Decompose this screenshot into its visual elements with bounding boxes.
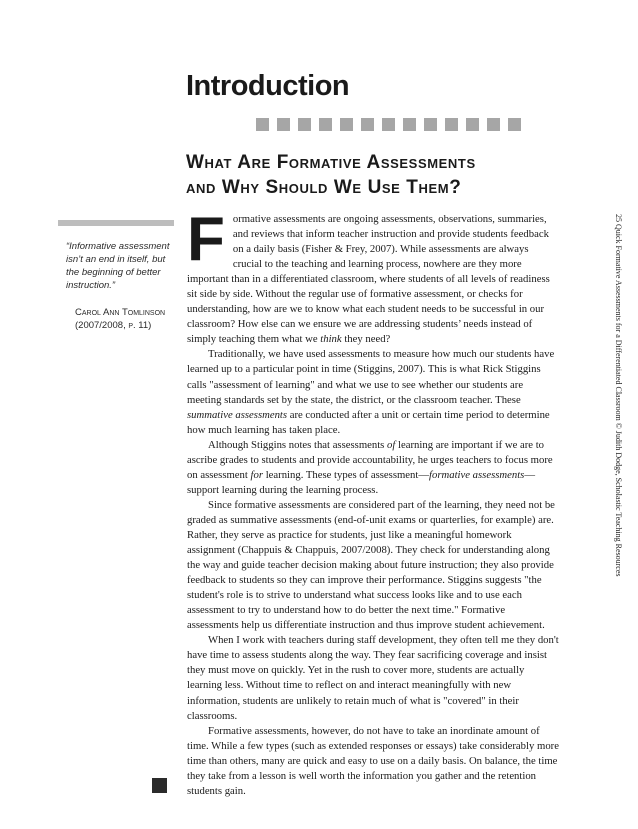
paragraph-2-end: are conducted after a unit or certain time period to determine how much learning has taken place. [187,408,550,436]
paragraph-3-text-b: learning are important if we are to ascribe grades to students and provide accountability, he urges teachers to focus more on assessment [187,438,553,481]
decorative-square [424,118,437,131]
article-body [187,205,559,799]
decorative-square [277,118,290,131]
paragraph-3 [187,438,559,498]
paragraph-3-text-a: Although Stiggins notes that assessments [208,438,388,451]
decorative-square [298,118,311,131]
pull-quote-author: Carol Ann Tomlinson [75,307,166,318]
vertical-side-credit: 25 Quick Formative Assessments for a Differentiated Classroom © Judith Dodge, Scholastic Teaching Resources [614,214,623,577]
pull-quote [58,220,174,332]
decorative-square [256,118,269,131]
emphasis-for: for [250,468,264,481]
decorative-square [508,118,521,131]
decorative-square [445,118,458,131]
section-heading [186,150,566,200]
pull-quote-text: “Informative assessment isn’t an end in itself, but the beginning of better instruction.” [66,241,170,291]
emphasis-summative: summative assessments [187,408,288,421]
decorative-square [382,118,395,131]
pull-quote-citation: (2007/2008, p. 11) [75,320,152,331]
decorative-square [487,118,500,131]
drop-cap: F [187,205,225,274]
section-heading-line-1: What Are Formative Assessments [186,152,476,173]
decorative-square [466,118,479,131]
decorative-square [319,118,332,131]
paragraph-3-text-c: learning. These types of assessment— [263,468,430,481]
page-corner-square [152,778,167,793]
paragraph-2-text: Traditionally, we have used assessments to measure how much our students have learned up to a particular point in time (Stiggins, 2007). This is what Rick Stiggins calls "assessment of learning" and what we use to see whether our students are meeting standards set by the state, the district, or the classroom teacher. These [187,348,555,406]
chapter-title: Introduction [186,70,350,102]
decorative-square [403,118,416,131]
decorative-square [340,118,353,131]
paragraph-3-text-d: —support learning during the learning process. [187,468,536,496]
paragraph-1-end: they need? [341,333,391,346]
paragraph-5: When I work with teachers during staff development, they often tell me they don't have time to assess students along the way. They fear sacrificing coverage and insist they must move on quickly. Yet in the rush to cover more, students are actually learning less. Without time to reflect on and interact meaningfully with new information, students are unlikely to retain much of what is "covered" in their classrooms. [187,634,559,722]
paragraph-1-text: ormative assessments are ongoing assessments, observations, summaries, and reviews that inform teacher instruction and provide students feedback on a daily basis (Fisher & Frey, 2007). While assessments are always crucial to the teaching and learning process, nowhere are they more important than in a differentiated classroom, where students of all levels of readiness sit side by side. Without the regular use of formative assessment, or checks for understanding, how are we to know what each student needs to be successful in our classroom? How else can we ensure we are addressing students’ needs instead of simply teaching them what we [187,213,550,346]
section-heading-line-2: and Why Should We Use Them? [186,177,462,198]
emphasis-formative: formative assessments [429,468,525,481]
emphasis-of: of [387,438,396,451]
decorative-square [361,118,374,131]
emphasis-think: think [320,333,342,346]
pull-quote-attribution [75,306,174,332]
paragraph-2 [187,347,559,437]
paragraph-1 [187,205,559,347]
paragraph-4: Since formative assessments are considered part of the learning, they need not be graded as summative assessments (end-of-unit exams or quarterlies, for example) are. Rather, they serve as practice for students, just like a meaningful homework assignment (Chappuis & Chappuis, 2007/2008). They check for understanding along the way and guide teacher decision making about future instruction; they also provide feedback to students so they can improve their performance. Stiggins suggests "the student's role is to strive to understand what success looks like and to use each assessment to try to understand how to do better the next time." Formative assessments help us differentiate instruction and thus improve student achievement. [187,498,555,632]
paragraph-6: Formative assessments, however, do not have to take an inordinate amount of time. While a few types (such as extended responses or essays) take considerably more time than others, many are quick and easy to use on a daily basis. On balance, the time they take from a lesson is well worth the information you gather and the retention students gain. [187,724,559,797]
decorative-square-row [256,118,521,132]
